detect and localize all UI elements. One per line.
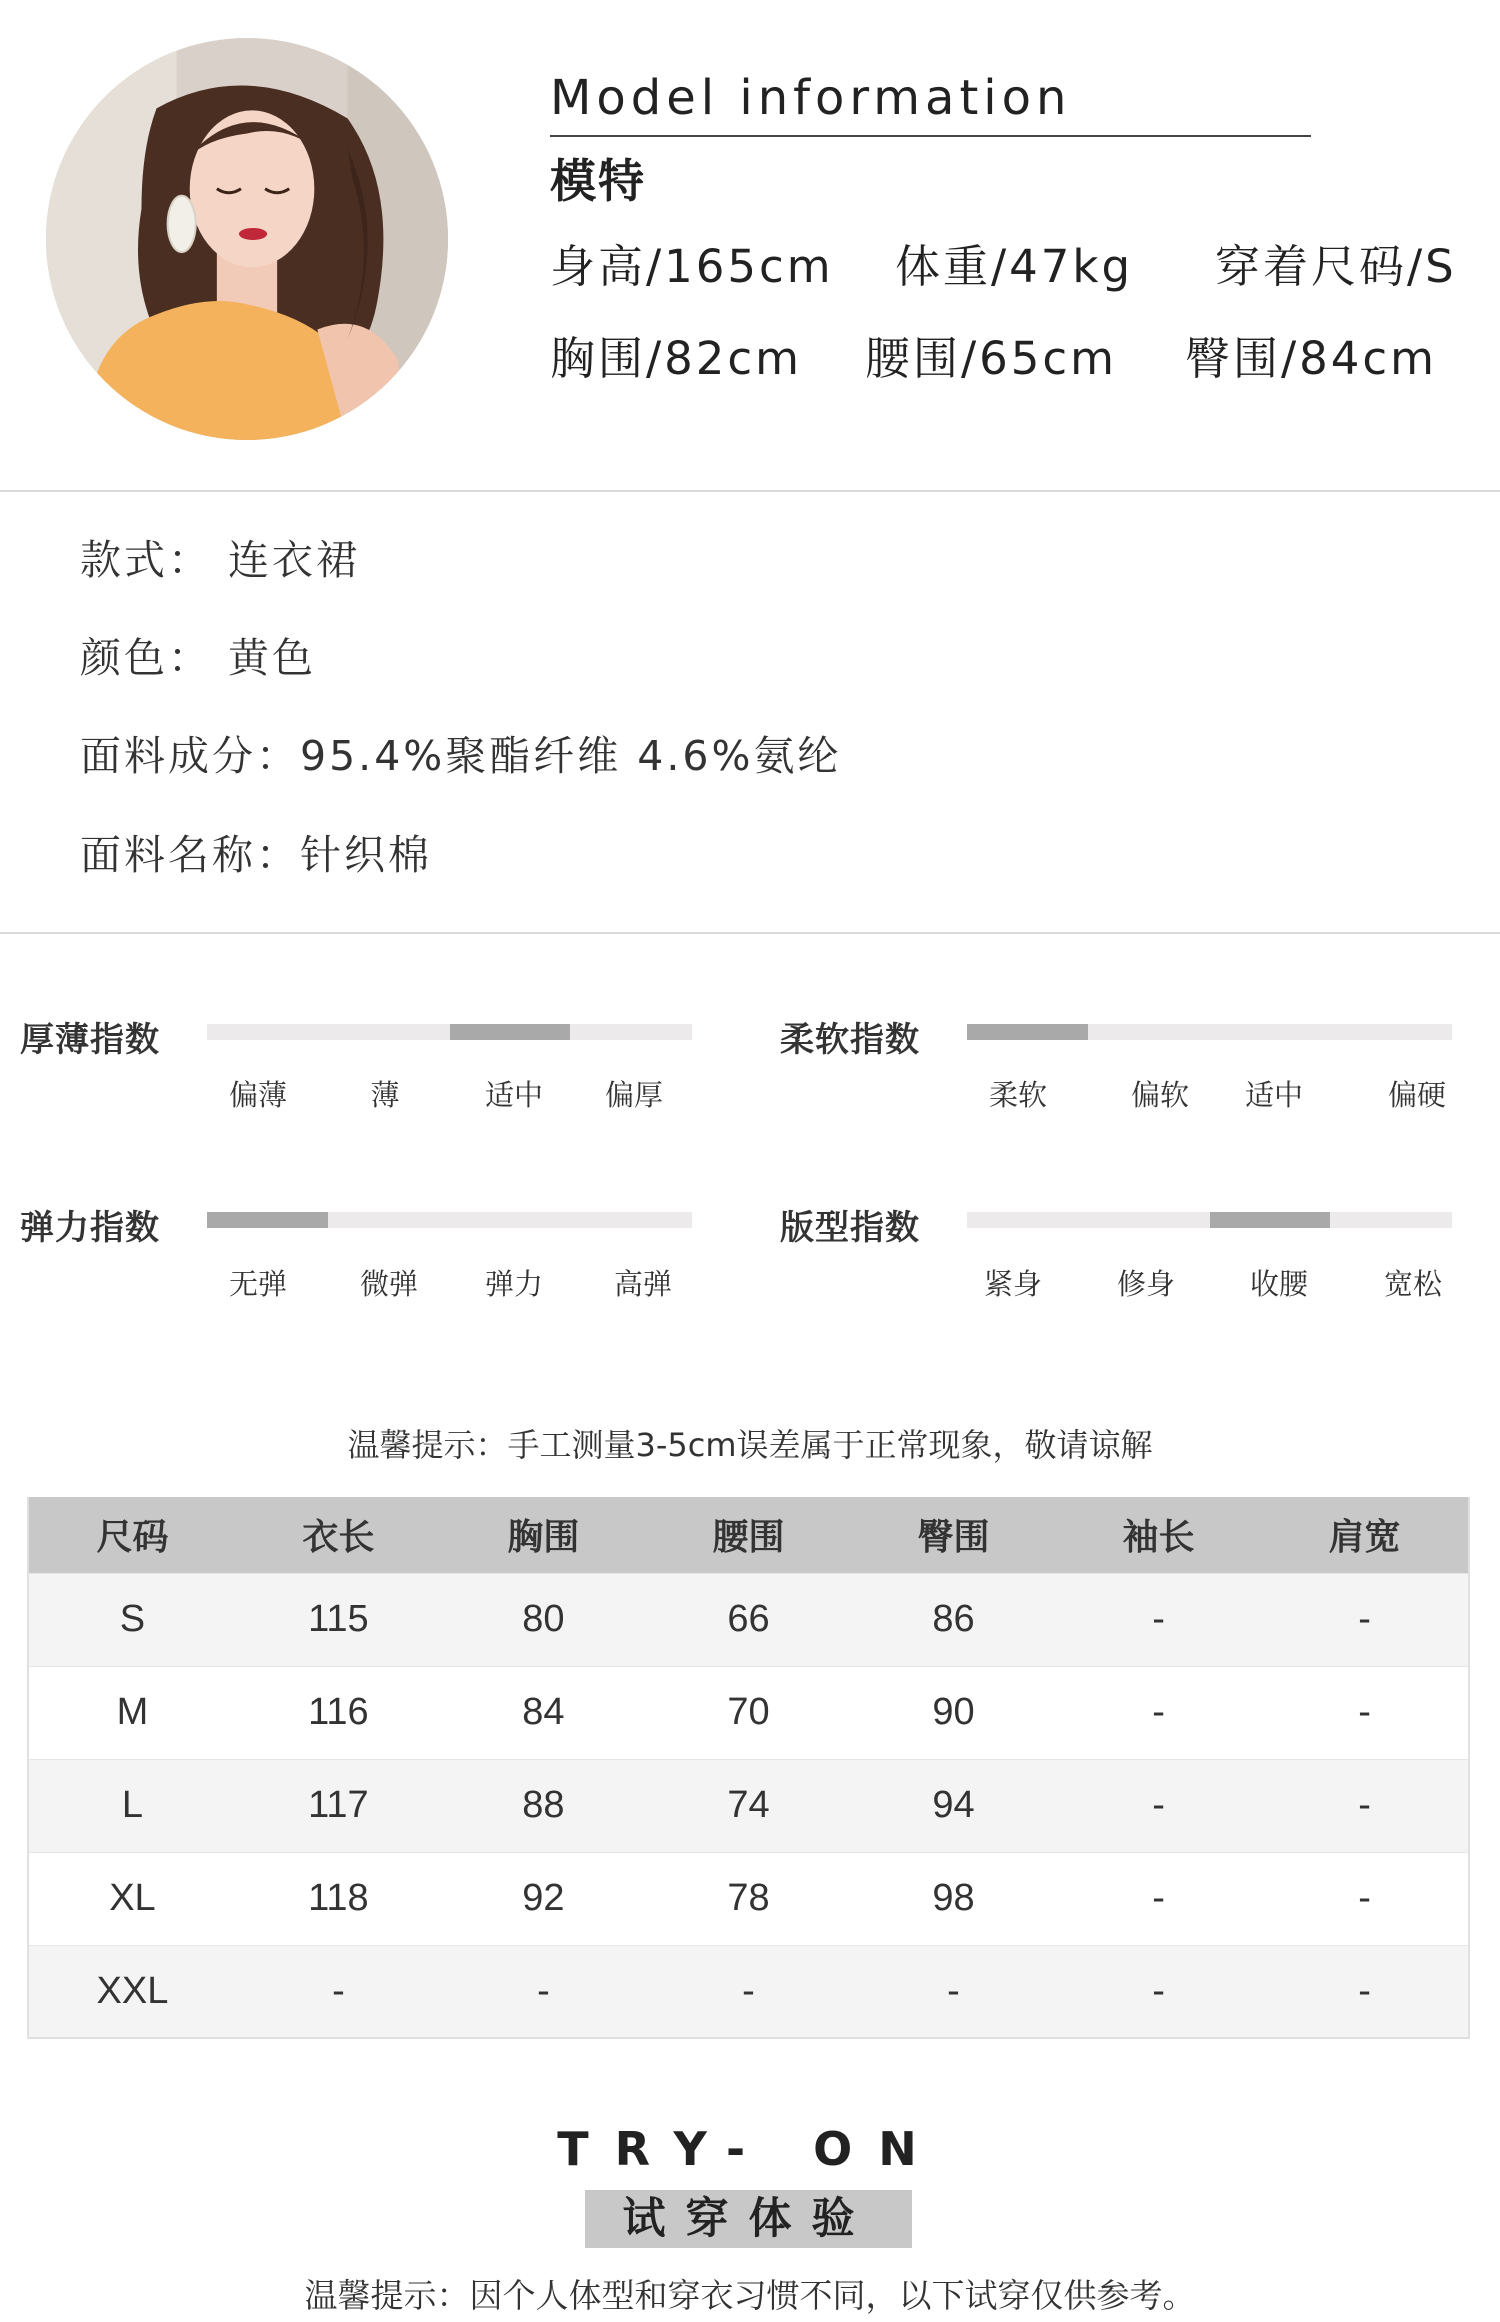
- table-cell: -: [1261, 1573, 1469, 1666]
- fit-selected-segment: [1210, 1212, 1330, 1228]
- model-size: 穿着尺码/S: [1215, 240, 1457, 293]
- divider: [0, 932, 1500, 934]
- softness-index-label: 柔软指数: [780, 1020, 920, 1060]
- column-header: 尺码: [28, 1497, 236, 1573]
- thickness-option: 偏厚: [604, 1078, 663, 1112]
- model-photo: [46, 38, 448, 440]
- softness-option: 适中: [1244, 1078, 1303, 1112]
- model-bust: 胸围/82cm: [550, 332, 802, 385]
- thickness-option: 适中: [484, 1078, 543, 1112]
- table-cell: M: [28, 1666, 236, 1759]
- model-info-title: Model information: [550, 70, 1072, 126]
- softness-option: 柔软: [988, 1078, 1047, 1112]
- column-header: 胸围: [441, 1497, 646, 1573]
- attr-fabric-name: 面料名称：针织棉: [80, 831, 432, 879]
- table-row: [28, 1759, 1469, 1852]
- table-cell: 74: [646, 1759, 851, 1852]
- attr-color: 颜色： 黄色: [80, 634, 317, 682]
- table-cell: -: [441, 1945, 646, 2038]
- table-row: [28, 1852, 1469, 1945]
- table-cell: 78: [646, 1852, 851, 1945]
- table-cell: 90: [851, 1666, 1056, 1759]
- table-cell: 80: [441, 1573, 646, 1666]
- elasticity-selected-segment: [207, 1212, 328, 1228]
- elasticity-index-bar: [207, 1212, 692, 1228]
- softness-index-bar: [967, 1024, 1452, 1040]
- table-cell: 88: [441, 1759, 646, 1852]
- table-cell: -: [1261, 1759, 1469, 1852]
- table-cell: 115: [236, 1573, 441, 1666]
- elasticity-option: 高弹: [613, 1267, 672, 1301]
- thickness-option: 薄: [370, 1078, 400, 1112]
- table-cell: -: [1261, 1852, 1469, 1945]
- table-cell: -: [1261, 1666, 1469, 1759]
- tryon-title: TRY- ON: [557, 2122, 943, 2176]
- softness-option: 偏软: [1130, 1078, 1189, 1112]
- thickness-option: 偏薄: [228, 1078, 287, 1112]
- column-header: 肩宽: [1261, 1497, 1469, 1573]
- fit-index-bar: [967, 1212, 1452, 1228]
- table-cell: 94: [851, 1759, 1056, 1852]
- table-cell: 66: [646, 1573, 851, 1666]
- thickness-index-bar: [207, 1024, 692, 1040]
- column-header: 衣长: [236, 1497, 441, 1573]
- table-cell: 84: [441, 1666, 646, 1759]
- model-waist: 腰围/65cm: [865, 332, 1117, 385]
- measurement-tip: 温馨提示：手工测量3-5cm误差属于正常现象，敬请谅解: [347, 1426, 1153, 1464]
- thickness-selected-segment: [450, 1024, 570, 1040]
- column-header: 臀围: [851, 1497, 1056, 1573]
- size-table: [27, 1497, 1470, 2039]
- model-height: 身高/165cm: [550, 240, 834, 293]
- table-cell: 86: [851, 1573, 1056, 1666]
- column-header: 腰围: [646, 1497, 851, 1573]
- table-cell: -: [1056, 1666, 1261, 1759]
- table-cell: -: [851, 1945, 1056, 2038]
- table-cell: -: [1261, 1945, 1469, 2038]
- fit-option: 修身: [1116, 1267, 1175, 1301]
- table-cell: XL: [28, 1852, 236, 1945]
- table-cell: 116: [236, 1666, 441, 1759]
- fit-index-label: 版型指数: [780, 1208, 920, 1248]
- table-row: [28, 1573, 1469, 1666]
- table-cell: 92: [441, 1852, 646, 1945]
- table-cell: -: [1056, 1945, 1261, 2038]
- table-cell: -: [236, 1945, 441, 2038]
- model-portrait-image: [46, 38, 448, 440]
- column-header: 袖长: [1056, 1497, 1261, 1573]
- table-cell: L: [28, 1759, 236, 1852]
- table-cell: S: [28, 1573, 236, 1666]
- table-cell: -: [1056, 1759, 1261, 1852]
- softness-option: 偏硬: [1387, 1078, 1446, 1112]
- table-cell: -: [1056, 1573, 1261, 1666]
- table-row: [28, 1945, 1469, 2038]
- thickness-index-label: 厚薄指数: [20, 1020, 160, 1060]
- model-weight: 体重/47kg: [895, 240, 1134, 293]
- table-row: [28, 1666, 1469, 1759]
- elasticity-index-label: 弹力指数: [20, 1208, 160, 1248]
- table-cell: 70: [646, 1666, 851, 1759]
- table-cell: -: [1056, 1852, 1261, 1945]
- fit-option: 紧身: [983, 1267, 1042, 1301]
- size-table-header: [28, 1497, 1469, 1573]
- divider: [0, 490, 1500, 492]
- table-cell: -: [646, 1945, 851, 2038]
- tryon-tip: 温馨提示：因个人体型和穿衣习惯不同，以下试穿仅供参考。: [304, 2276, 1196, 2315]
- table-cell: XXL: [28, 1945, 236, 2038]
- table-cell: 117: [236, 1759, 441, 1852]
- elasticity-option: 微弹: [359, 1267, 418, 1301]
- model-hip: 臀围/84cm: [1185, 332, 1437, 385]
- elasticity-option: 弹力: [484, 1267, 543, 1301]
- table-cell: 98: [851, 1852, 1056, 1945]
- elasticity-option: 无弹: [228, 1267, 287, 1301]
- softness-selected-segment: [967, 1024, 1088, 1040]
- tryon-subtitle: 试穿体验: [585, 2190, 912, 2248]
- table-cell: 118: [236, 1852, 441, 1945]
- title-underline: [550, 135, 1311, 137]
- model-info-subtitle: 模特: [550, 154, 646, 208]
- fit-option: 收腰: [1249, 1267, 1308, 1301]
- attr-style: 款式： 连衣裙: [80, 536, 361, 584]
- fit-option: 宽松: [1383, 1267, 1442, 1301]
- attr-fabric: 面料成分：95.4%聚酯纤维 4.6%氨纶: [80, 732, 842, 780]
